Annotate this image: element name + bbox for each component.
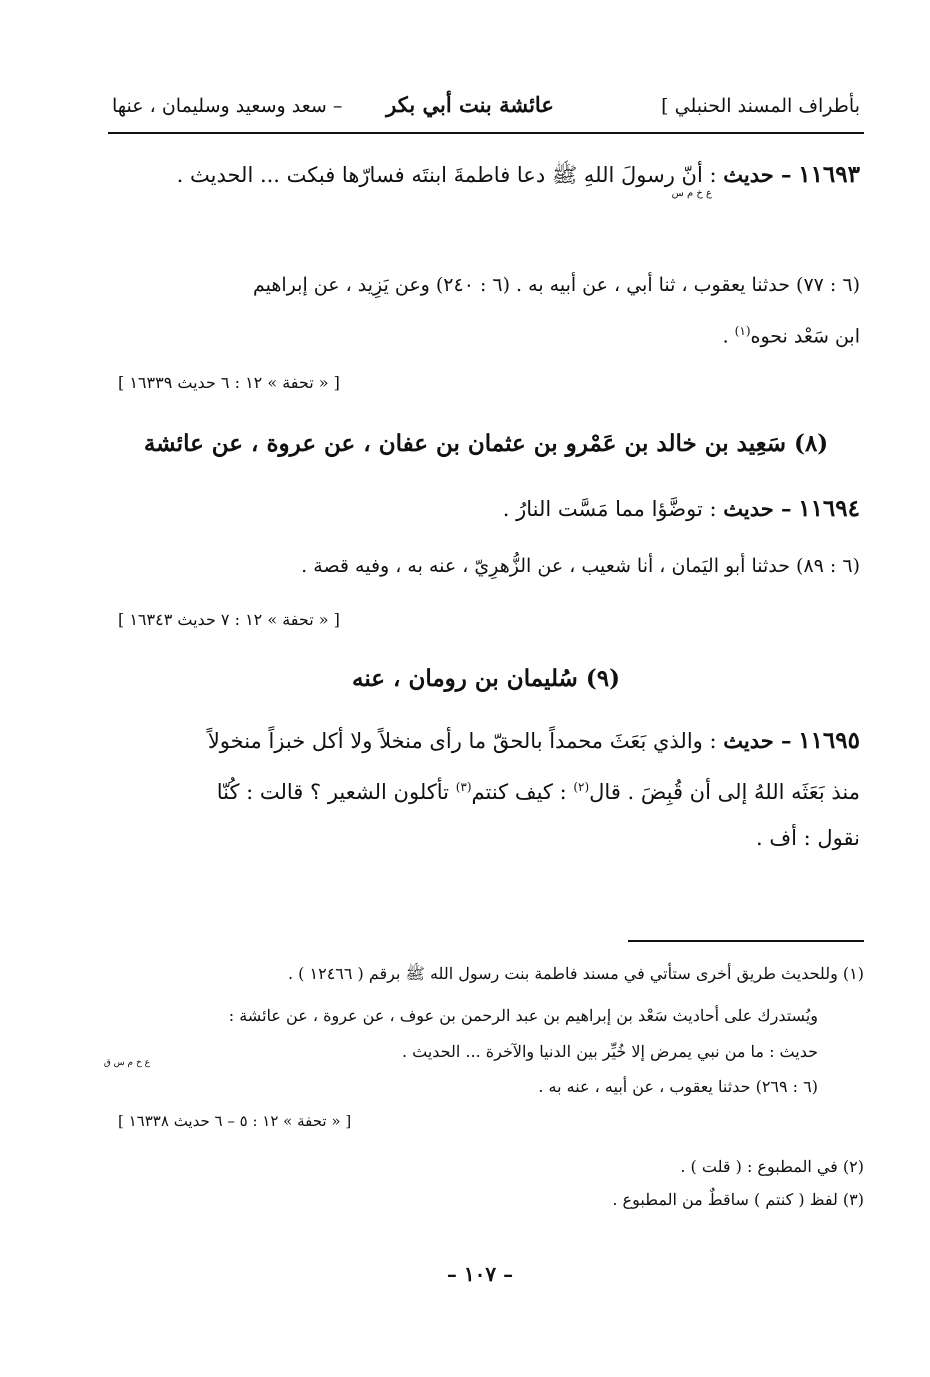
header-section-subtitle: – سعد وسعيد وسليمان ، عنها	[112, 95, 343, 117]
hadith-11693-isnad	[104, 262, 860, 359]
header-rule	[108, 132, 864, 134]
footnote-marker: (٣)	[455, 780, 472, 794]
hadith-text: : توضَّؤا مما مَسَّت النارُ .	[502, 497, 724, 521]
hadith-text: : والذي بَعَثَ محمداً بالحقّ ما رأى منخلاً ولا أكل خبزاً منخولاً	[207, 729, 724, 753]
footnote-separator	[628, 940, 864, 942]
tuhfa-reference: [ « تحفة » ١٢ : ٥ – ٦ حديث ١٦٣٣٨ ]	[118, 1112, 352, 1130]
hadith-label: حديث	[723, 496, 774, 521]
hadith-11694-isnad: (٦ : ٨٩) حدثنا أبو اليَمان ، أنا شعيب ، عن الزُّهرِيّ ، عنه به ، وفيه قصة .	[301, 555, 860, 577]
footnote-2: (٢) في المطبوع : ( قلت ) .	[680, 1157, 864, 1176]
tuhfa-reference: [ « تحفة » ١٢ : ٦ حديث ١٦٣٣٩ ]	[118, 373, 340, 392]
footnote-marker: (١)	[734, 324, 751, 338]
hadith-11695: ١١٦٩٥ – حديث : والذي بَعَثَ محمداً بالحقّ ما رأى منخلاً ولا أكل خبزاً منخولاً منذ بَعَثَه اللهُ إلى أن قُبِضَ . قال$^{(٢)}$ : كيف كنتم$^{(٣)}$ تأكلون الشعير ؟ قالت : كُنّا نقول : أف .	[207, 727, 860, 850]
header-chapter-title: عائشة بنت أبي بكر	[386, 92, 554, 117]
hadith-11694: ١١٦٩٤ – حديث : توضَّؤا مما مَسَّت النارُ .	[502, 495, 860, 522]
tuhfa-reference: [ « تحفة » ١٢ : ٧ حديث ١٦٣٤٣ ]	[118, 610, 340, 629]
hadith-text: : أنّ رسولَ اللهِ ﷺ دعا فاطمةَ ابنتَه فسارّها فبكت ... الحديث .	[176, 163, 724, 187]
section-heading: (٩) سُليمان بن رومان ، عنه	[352, 665, 620, 692]
page-number: – ١٠٧ –	[446, 1262, 514, 1286]
footnote-marker: (٢)	[573, 780, 590, 794]
footnote-1-continuation: (٦ : ٢٦٩) حدثنا يعقوب ، عن أبيه ، عنه به .	[538, 1077, 818, 1096]
hadith-sigla: ع خ م س	[671, 188, 712, 199]
isnad-line: ابن سَعْد نحوه$^{(١)}$ .	[722, 324, 860, 348]
hadith-label: حديث	[723, 162, 774, 187]
footnote-1: (١) وللحديث طريق أخرى ستأتي في مسند فاطمة بنت رسول الله ﷺ برقم ( ١٢٤٦٦ ) .	[288, 964, 864, 983]
header-book-title: بأطراف المسند الحنبلي ]	[661, 95, 860, 117]
hadith-number: ١١٦٩٥	[798, 727, 860, 754]
hadith-number: ١١٦٩٣	[798, 161, 860, 188]
isnad-line: (٦ : ٧٧) حدثنا يعقوب ، ثنا أبي ، عن أبيه به . (٦ : ٢٤٠) وعن يَزِيد ، عن إبراهيم	[253, 274, 860, 296]
hadith-11693: ١١٦٩٣ – حديث : أنّ رسولَ اللهِ ﷺ دعا فاطمةَ ابنتَه فسارّها فبكت ... الحديث .	[176, 161, 860, 188]
footnote-sigla: ع خ م س ق	[103, 1058, 150, 1068]
section-heading: (٨) سَعِيد بن خالد بن عَمْرو بن عثمان بن عفان ، عن عروة ، عن عائشة	[143, 430, 829, 457]
hadith-label: حديث	[723, 728, 774, 753]
footnote-1-continuation: حديث : ما من نبي يمرض إلا خُيِّر بين الدنيا والآخرة ... الحديث .	[401, 1042, 818, 1061]
hadith-number: ١١٦٩٤	[798, 495, 860, 522]
footnote-3: (٣) لفظ ( كنتم ) ساقطٌ من المطبوع .	[612, 1190, 864, 1209]
footnote-1-continuation: ويُستدرك على أحاديث سَعْد بن إبراهيم بن عبد الرحمن بن عوف ، عن عروة ، عن عائشة :	[228, 1006, 818, 1025]
